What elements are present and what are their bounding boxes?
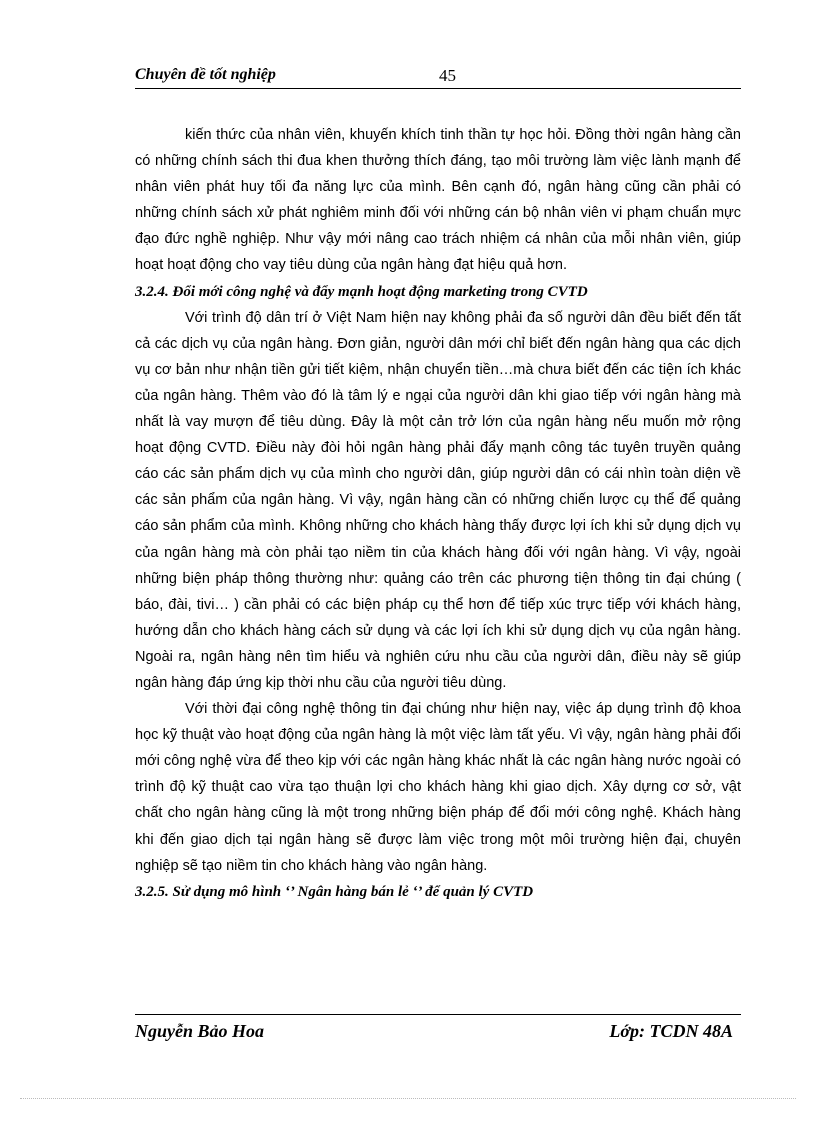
class-label: Lớp: TCDN 48A [609, 1021, 733, 1041]
author-name: Nguyễn Bảo Hoa [135, 1021, 265, 1041]
section-heading-3-2-5: 3.2.5. Sử dụng mô hình ‘’ Ngân hàng bán lẻ ‘’ để quản lý CVTD [135, 883, 534, 900]
page-edge-divider [20, 1098, 796, 1099]
page-footer [135, 1014, 741, 1051]
paragraph-continuation: kiến thức của nhân viên, khuyến khích tinh thần tự học hỏi. Đồng thời ngân hàng cần có những chính sách thi đua khen thưởng thích đáng, tạo môi trường làm việc lành mạnh để nhân viên phát huy tối đa năng lực của mình. Bên cạnh đó, ngân hàng cũng cần phải có những chính sách xử phát nghiêm minh đối với những cán bộ nhân viên vi phạm chuẩn mực đạo đức nghề nghiệp. Như vậy mới nâng cao trách nhiệm cá nhân của mỗi nhân viên, giúp hoạt hoạt động cho vay tiêu dùng của ngân hàng đạt hiệu quả hơn. [135, 127, 741, 274]
page-number: 45 [439, 66, 456, 85]
paragraph-technology: Với thời đại công nghệ thông tin đại chúng như hiện nay, việc áp dụng trình độ khoa học kỹ thuật vào hoạt động của ngân hàng là một việc làm tất yếu. Vì vậy, ngân hàng phải đổi mới công nghệ vừa để theo kịp với các ngân hàng khác nhất là các ngân hàng nước ngoài có trình độ kỹ thuật cao vừa tạo thuận lợi cho khách hàng khi giao dịch. Xây dựng cơ sở, vật chất cho ngân hàng cũng là một trong những biện pháp để đổi mới công nghệ. Khách hàng khi đến giao dịch tại ngân hàng sẽ được làm việc trong một môi trường hiện đại, chuyên nghiệp sẽ tạo niềm tin cho khách hàng vào ngân hàng. [135, 701, 741, 874]
section-heading-3-2-4: 3.2.4. Đổi mới công nghệ và đẩy mạnh hoạt động marketing trong CVTD [135, 283, 588, 300]
page-header [135, 62, 741, 89]
paragraph-marketing: Với trình độ dân trí ở Việt Nam hiện nay không phải đa số người dân đều biết đến tất cả các dịch vụ của ngân hàng. Đơn giản, người dân mới chỉ biết đến ngân hàng qua các dịch vụ cơ bản như nhận tiền gửi tiết kiệm, nhận chuyển tiền…mà chưa biết đến các tiện ích khác của ngân hàng. Thêm vào đó là tâm lý e ngại của người dân khi giao tiếp với ngân hàng mà nhất là vay mượn để tiêu dùng. Đây là một cản trở lớn của ngân hàng nếu muốn mở rộng hoạt động CVTD. Điều này đòi hỏi ngân hàng phải đẩy mạnh công tác tuyên truyền quảng cáo các sản phẩm dịch vụ của mình cho người dân, giúp người dân có cái nhìn toàn diện về các sản phẩm của ngân hàng. Vì vậy, ngân hàng cần có những chiến lược cụ thể để quảng cáo sản phẩm của mình. Không những cho khách hàng thấy được lợi ích khi sử dụng dịch vụ của ngân hàng mà còn phải tạo niềm tin của khách hàng đối với ngân hàng. Vì vậy, ngoài những biện pháp thông thường như: quảng cáo trên các phương tiện thông tin đại chúng ( báo, đài, tivi… ) cần phải có các biện pháp cụ thể hơn để tiếp xúc trực tiếp với khách hàng, hướng dẫn cho khách hàng cách sử dụng và các lợi ích khi sử dụng dịch vụ của ngân hàng. Ngoài ra, ngân hàng nên tìm hiểu và nghiên cứu nhu cầu của người dân, điều này sẽ giúp ngân hàng đáp ứng kịp thời nhu cầu của người tiêu dùng. [135, 309, 741, 691]
page-body [135, 122, 741, 905]
document-title: Chuyên đề tốt nghiệp [135, 66, 276, 83]
